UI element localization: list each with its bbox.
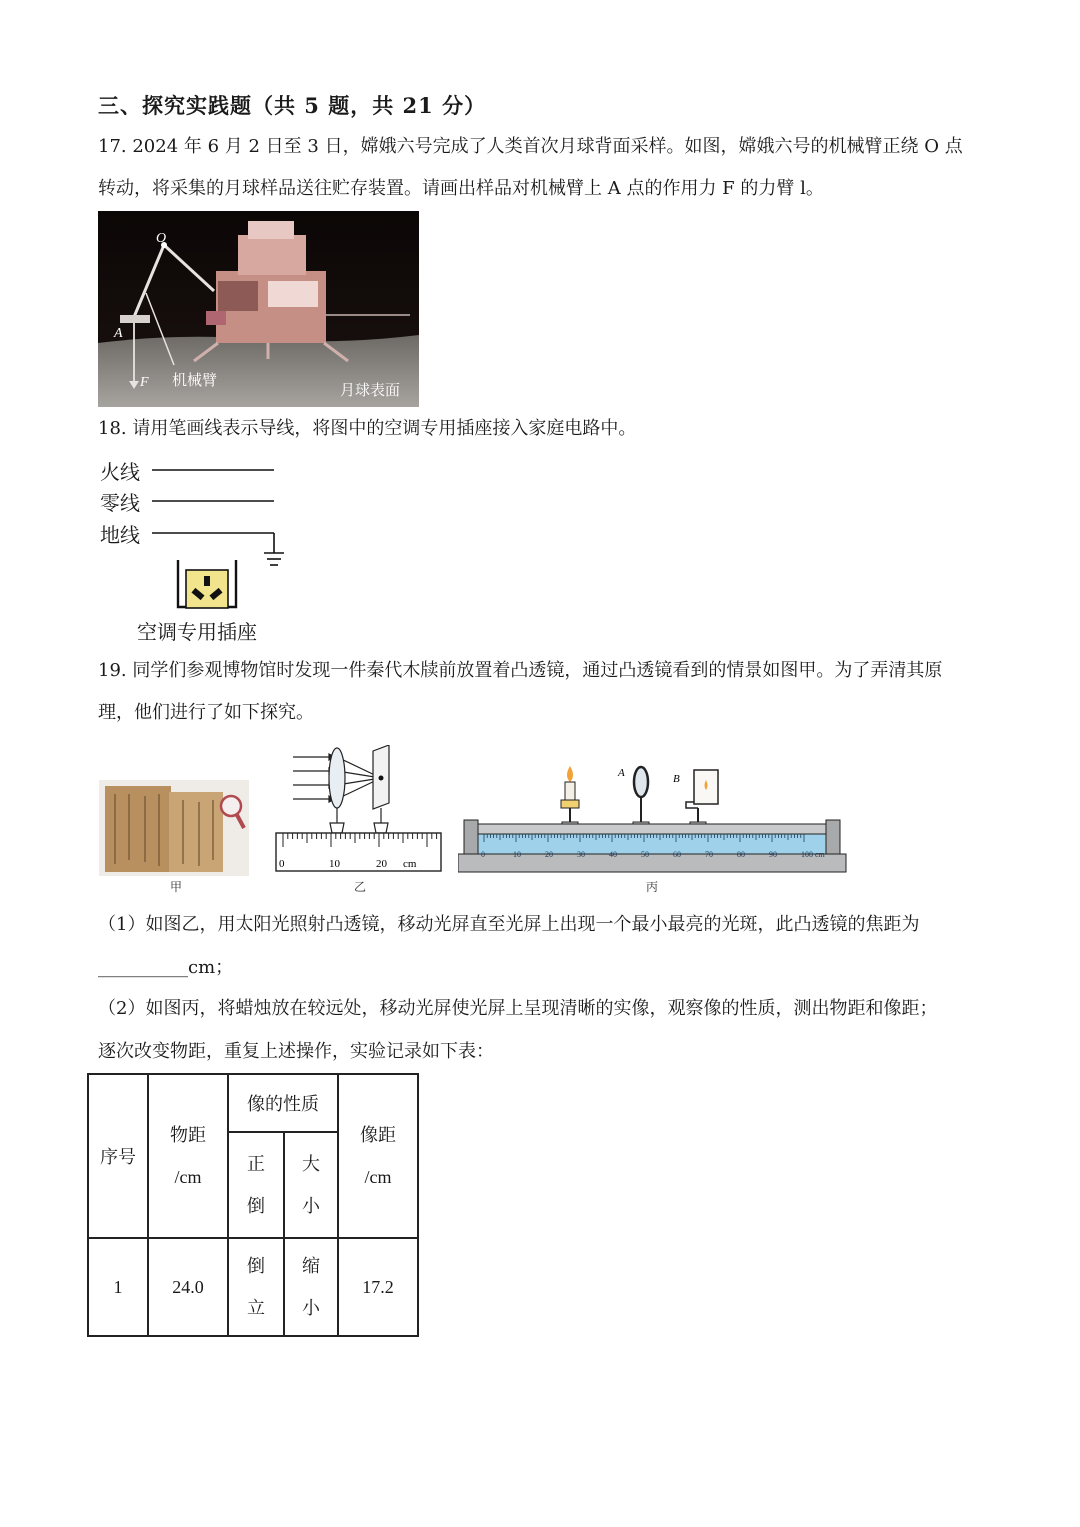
header-image-distance: 像距 /cm: [338, 1074, 418, 1238]
bench-tick-label: 60: [673, 850, 681, 859]
change6-photo: [98, 211, 419, 407]
table-row: [88, 1238, 418, 1336]
bench-tick-label: 30: [577, 850, 585, 859]
unit-cm: cm；: [188, 957, 234, 978]
q17-text-line2: 转动，将采集的月球样品送往贮存装置。请画出样品对机械臂上 A 点的作用力 F 的力臂 l。: [98, 178, 824, 199]
label-O: O: [156, 231, 167, 246]
caption-bing: 丙: [646, 880, 659, 894]
label-lens-a: A: [618, 767, 625, 779]
bench-tick-label: 90: [769, 850, 777, 859]
bench-tick-label: 70: [705, 850, 713, 859]
bench-tick-label: 10: [513, 850, 521, 859]
answer-blank[interactable]: __________: [98, 957, 188, 978]
earth-pin-hole: [204, 576, 210, 586]
q19-part2-text-line1: （2）如图丙，将蜡烛放在较远处，移动光屏使光屏上呈现清晰的实像，观察像的性质，测出物距和像距；: [98, 998, 938, 1019]
label-moon-surface: 月球表面: [340, 381, 401, 399]
bench-tick-label: 40: [609, 850, 617, 859]
earth-wire-label: 地线: [100, 523, 140, 547]
header-orientation: 正 倒: [228, 1132, 284, 1238]
header-image-nature: 像的性质: [228, 1074, 338, 1132]
live-wire-label: 火线: [100, 460, 140, 484]
magnifier-lens: [221, 796, 241, 816]
ac-socket: [178, 560, 236, 608]
cell-object-distance: 24.0: [148, 1238, 228, 1336]
q19-part1-answer-line: [98, 956, 233, 980]
header-index: 序号: [88, 1074, 148, 1238]
caption-yi: 乙: [354, 880, 367, 894]
q19-text-line2: 理，他们进行了如下探究。: [98, 702, 314, 723]
ruler-yi-tick-10: 10: [329, 858, 340, 870]
figure-jia-museum-photo: [99, 780, 249, 876]
bench-tick-label: 50: [641, 850, 649, 859]
header-object-distance: 物距 /cm: [148, 1074, 228, 1238]
neutral-wire-label: 零线: [100, 491, 140, 515]
cell-orientation: 倒 立: [228, 1238, 284, 1336]
q19-part1-text: （1）如图乙，用太阳光照射凸透镜，移动光屏直至光屏上出现一个最小最亮的光斑，此凸透镜的焦距为: [98, 914, 920, 935]
label-A: A: [114, 326, 123, 341]
socket-label: 空调专用插座: [137, 620, 257, 644]
figure-bing-optical-bench: [458, 762, 848, 876]
ruler-yi-tick-0: 0: [279, 858, 285, 870]
bench-tick-label: 0: [481, 850, 485, 859]
screen-b: [686, 770, 718, 826]
experiment-record-table: [87, 1073, 419, 1337]
header-size: 大 小: [284, 1132, 338, 1238]
q17-text-line1: 17. 2024 年 6 月 2 日至 3 日，嫦娥六号完成了人类首次月球背面采样。如图，嫦娥六号的机械臂正绕 O 点: [98, 136, 963, 157]
label-arm: 机械臂: [172, 371, 218, 389]
cell-size: 缩 小: [284, 1238, 338, 1336]
ruler-yi-unit: cm: [403, 858, 417, 870]
figure-yi-focal-length: [275, 745, 443, 875]
earth-wire: [152, 533, 284, 565]
cell-image-distance: 17.2: [338, 1238, 418, 1336]
q18-text: 18. 请用笔画线表示导线，将图中的空调专用插座接入家庭电路中。: [98, 418, 637, 439]
lens-a: [634, 767, 648, 826]
bench-tick-label: 100 cm: [801, 850, 825, 859]
candle: [561, 766, 579, 826]
q19-text-line1: 19. 同学们参观博物馆时发现一件秦代木牍前放置着凸透镜，通过凸透镜看到的情景如图甲。为了弄清其原: [98, 660, 943, 681]
caption-jia: 甲: [170, 880, 183, 894]
cell-index: 1: [88, 1238, 148, 1336]
circuit-diagram: [140, 455, 300, 615]
label-screen-b: B: [673, 773, 680, 785]
section-title: 三、探究实践题（共 5 题，共 21 分）: [98, 93, 487, 118]
ruler-yi-tick-20: 20: [376, 858, 387, 870]
q19-part2-text-line2: 逐次改变物距，重复上述操作，实验记录如下表：: [98, 1041, 494, 1062]
bench-tick-label: 20: [545, 850, 553, 859]
label-F: F: [140, 375, 149, 390]
bench-tick-label: 80: [737, 850, 745, 859]
change6-illustration: [98, 211, 419, 407]
